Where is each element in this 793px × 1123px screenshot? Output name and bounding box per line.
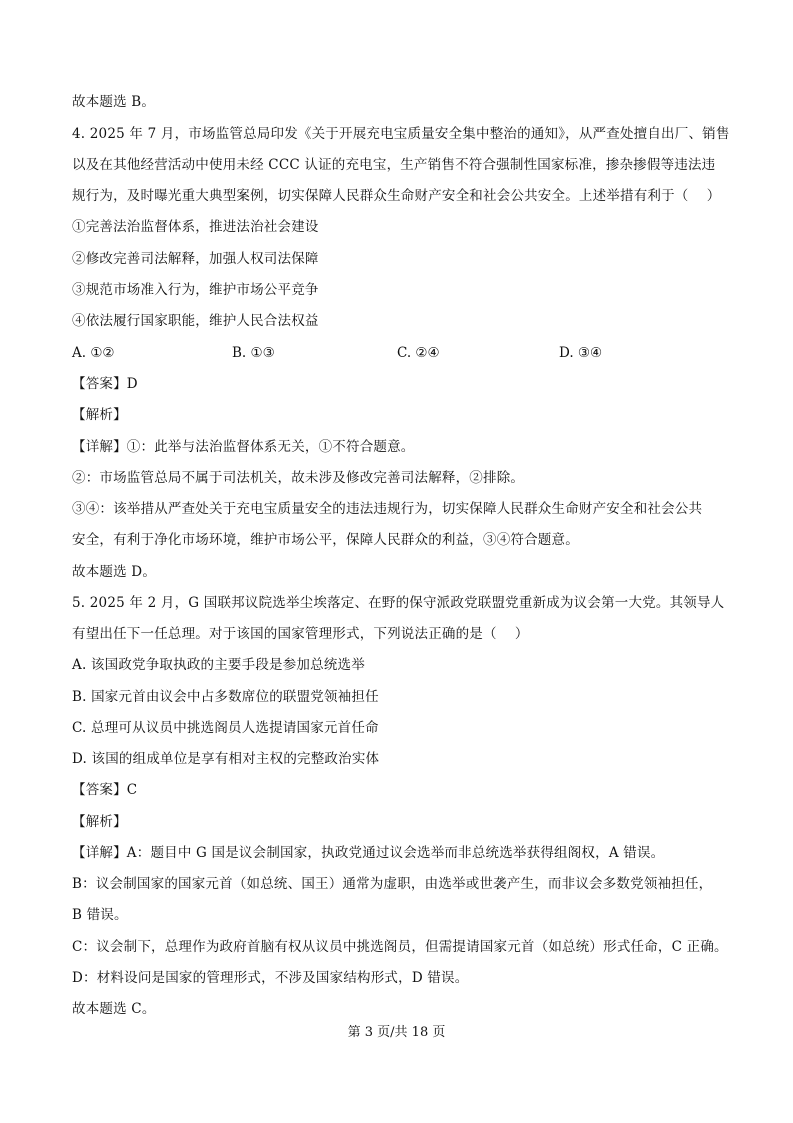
q5-option-d: D. 该国的组成单位是享有相对主权的完整政治实体 [72, 751, 380, 767]
question-4-stem-line-3: 规行为，及时曝光重大典型案例，切实保障人民群众生命财产安全和社会公共安全。上述举措有利于（ ） [72, 188, 721, 204]
q4-option-d: D. ③④ [559, 345, 603, 361]
q4-option-b: B. ①③ [232, 345, 275, 361]
question-5-stem-line-1: 5. 2025 年 2 月，G 国联邦议院选举尘埃落定、在野的保守派政党联盟党重新成为议会第一大党。其领导人 [72, 595, 725, 611]
q5-explanation-d: D：材料设问是国家的管理形式，不涉及国家结构形式，D 错误。 [72, 970, 469, 986]
q4-answer: 【答案】D [72, 376, 138, 392]
q4-explanation-2: ②：市场监管总局不属于司法机关，故未涉及修改完善司法解释，②排除。 [72, 470, 525, 486]
q5-explanation-a: 【详解】A：题目中 G 国是议会制国家，执政党通过议会选举而非总统选举获得组阁权，A 错误。 [72, 845, 665, 861]
q5-option-b: B. 国家元首由议会中占多数席位的联盟党领袖担任 [72, 689, 379, 705]
q5-explanation-c: C：议会制下，总理作为政府首脑有权从议员中挑选阁员，但需提请国家元首（如总统）形式任命，C 正确。 [72, 939, 728, 955]
q4-statement-2: ②修改完善司法解释，加强人权司法保障 [72, 251, 319, 267]
conclusion-q3: 故本题选 B。 [72, 94, 156, 110]
question-5-stem-line-2: 有望出任下一任总理。对于该国的国家管理形式，下列说法正确的是（ ） [72, 626, 529, 642]
q4-explanation-3: ③④：该举措从严查处关于充电宝质量安全的违法违规行为，切实保障人民群众生命财产安全和社会公共 [72, 501, 703, 517]
q4-explanation-1: 【详解】①：此举与法治监督体系无关，①不符合题意。 [72, 439, 415, 455]
q5-option-c: C. 总理可从议员中挑选阁员人选提请国家元首任命 [72, 720, 379, 736]
q5-analysis-heading: 【解析】 [72, 814, 127, 830]
q5-option-a: A. 该国政党争取执政的主要手段是参加总统选举 [72, 657, 365, 673]
q4-statement-1: ①完善法治监督体系，推进法治社会建设 [72, 219, 319, 235]
question-4-stem-line-1: 4. 2025 年 7 月，市场监管总局印发《关于开展充电宝质量安全集中整治的通知》，从严查处擅自出厂、销售 [72, 126, 730, 142]
q4-statement-4: ④依法履行国家职能，维护人民合法权益 [72, 313, 319, 329]
q4-option-c: C. ②④ [397, 345, 440, 361]
q5-explanation-b: B：议会制国家的国家元首（如总统、国王）通常为虚职，由选举或世袭产生，而非议会多数党领袖担任， [72, 876, 713, 892]
q4-options [72, 343, 732, 363]
q4-explanation-3-cont: 安全，有利于净化市场环境，维护市场公平，保障人民群众的利益，③④符合题意。 [72, 532, 579, 548]
conclusion-q4: 故本题选 D。 [72, 564, 157, 580]
q5-explanation-b-cont: B 错误。 [72, 907, 128, 923]
q4-option-a: A. ①② [72, 345, 115, 361]
conclusion-q5: 故本题选 C。 [72, 1001, 156, 1017]
q4-statement-3: ③规范市场准入行为，维护市场公平竞争 [72, 282, 319, 298]
page-footer: 第 3 页/共 18 页 [347, 1025, 446, 1040]
q5-answer: 【答案】C [72, 782, 138, 798]
q4-analysis-heading: 【解析】 [72, 407, 127, 423]
question-4-stem-line-2: 以及在其他经营活动中使用未经 CCC 认证的充电宝，生产销售不符合强制性国家标准，掺杂掺假等违法违 [72, 157, 716, 173]
